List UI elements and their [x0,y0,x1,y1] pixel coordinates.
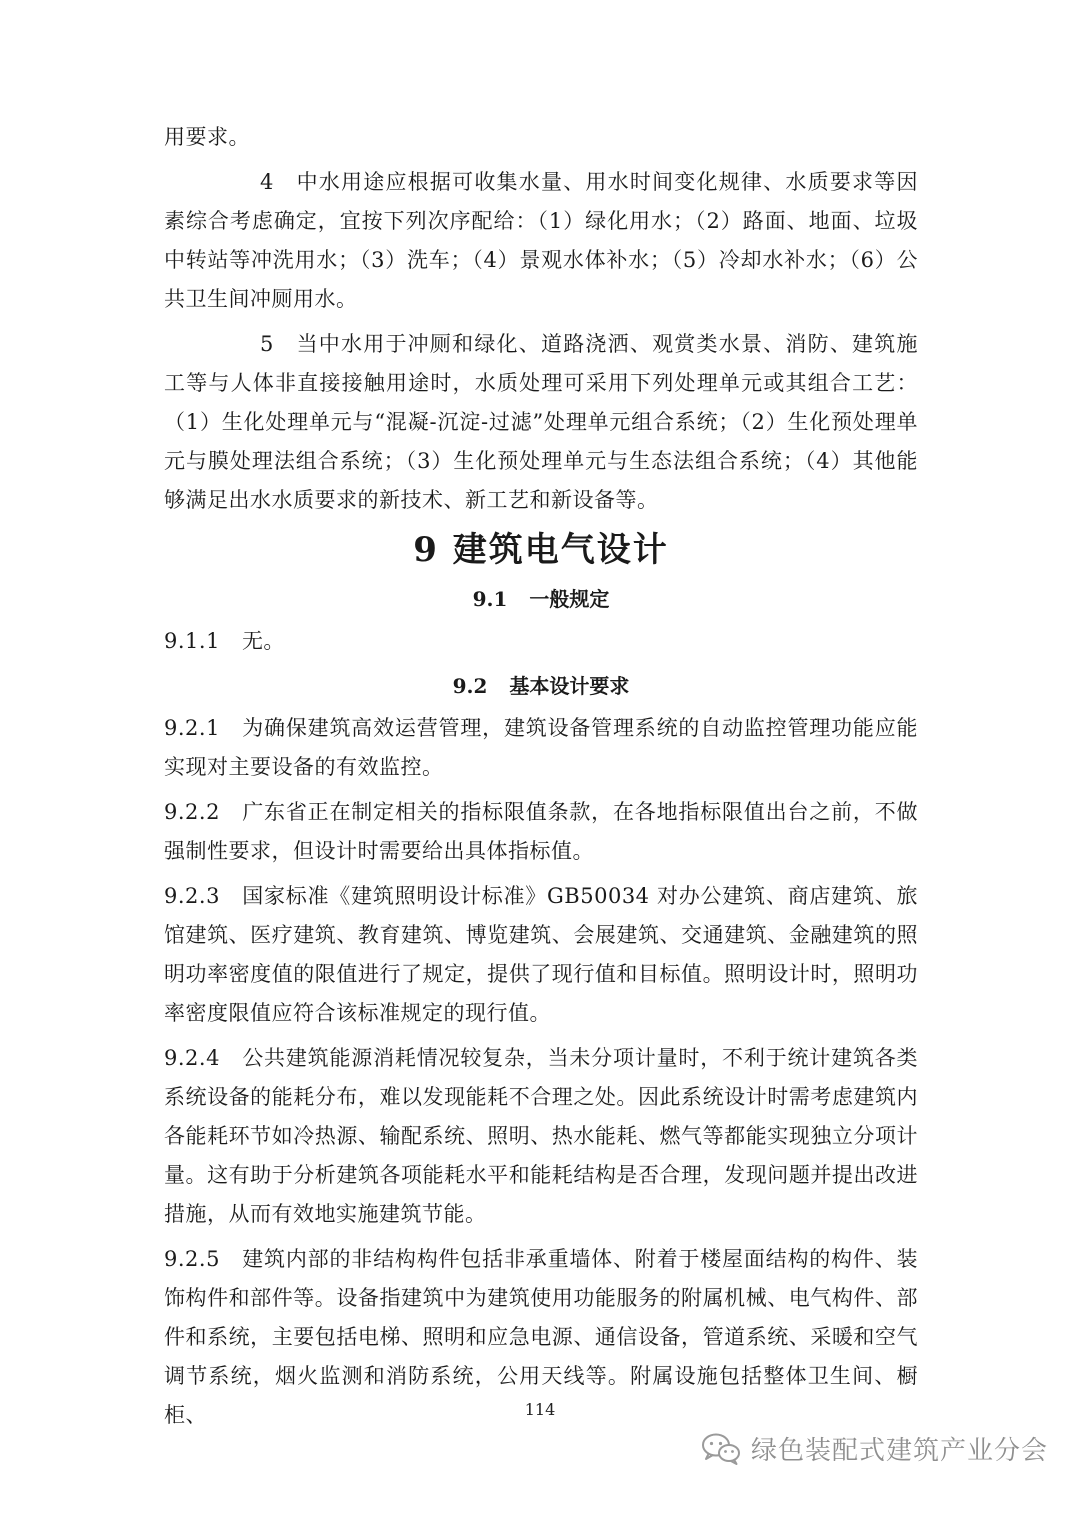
section-9-1-title: 一般规定 [529,587,610,611]
clause-9-1-1 [164,622,918,661]
watermark [701,1430,1048,1467]
item-4-paragraph [164,163,918,319]
item-5-text: 当中水用于冲厕和绿化、道路浇洒、观赏类水景、消防、建筑施工等与人体非直接接触用途时，水质处理可采用下列处理单元或其组合工艺：（1）生化处理单元与“混凝-沉淀-过滤”处理单元组合系统；（2）生化预处理单元与膜处理法组合系统；（3）生化预处理单元与生态法组合系统；（4）其他能够满足出水水质要求的新技术、新工艺和新设备等。 [164,332,918,512]
clause-9-2-1 [164,709,918,787]
item-5-paragraph [164,325,918,520]
section-9-2-heading [164,667,918,705]
clause-9-2-5-number: 9.2.5 [164,1247,220,1271]
item-5-number: 5 [260,332,274,356]
section-9-2-number: 9.2 [452,674,488,698]
intro-tail-text: 用要求。 [164,125,250,149]
clause-9-2-5-text: 建筑内部的非结构构件包括非承重墙体、附着于楼屋面结构的构件、装饰构件和部件等。设备指建筑中为建筑使用功能服务的附属机械、电气构件、部件和系统，主要包括电梯、照明和应急电源、通信设备，管道系统、采暖和空气调节系统，烟火监测和消防系统，公用天线等。附属设施包括整体卫生间、橱柜、 [164,1247,918,1427]
clause-9-2-2 [164,793,918,871]
section-9-1-number: 9.1 [472,587,508,611]
page-number: 114 [524,1400,556,1419]
clause-9-2-3-text: 国家标准《建筑照明设计标准》GB50034 对办公建筑、商店建筑、旅馆建筑、医疗建筑、教育建筑、博览建筑、会展建筑、交通建筑、金融建筑的照明功率密度值的限值进行了规定，提供了现行值和目标值。照明设计时，照明功率密度限值应符合该标准规定的现行值。 [164,884,918,1025]
chapter-title: 9 建筑电气设计 [413,530,669,570]
section-9-1-heading [164,580,918,618]
clause-9-2-4-text: 公共建筑能源消耗情况较复杂，当未分项计量时，不利于统计建筑各类系统设备的能耗分布，难以发现能耗不合理之处。因此系统设计时需考虑建筑内各能耗环节如冷热源、输配系统、照明、热水能耗、燃气等都能实现独立分项计量。这有助于分析建筑各项能耗水平和能耗结构是否合理，发现问题并提出改进措施，从而有效地实施建筑节能。 [164,1046,918,1226]
clause-9-1-1-text: 无。 [241,629,285,653]
intro-tail-paragraph [164,118,918,157]
clause-9-2-2-text: 广东省正在制定相关的指标限值条款，在各地指标限值出台之前，不做强制性要求，但设计时需要给出具体指标值。 [164,800,918,863]
clause-9-1-1-number: 9.1.1 [164,629,220,653]
clause-9-2-1-number: 9.2.1 [164,716,220,740]
item-4-text: 中水用途应根据可收集水量、用水时间变化规律、水质要求等因素综合考虑确定，宜按下列次序配给：（1）绿化用水；（2）路面、地面、垃圾中转站等冲洗用水；（3）洗车；（4）景观水体补水；（5）冷却水补水；（6）公共卫生间冲厕用水。 [164,170,918,311]
wechat-icon [701,1432,741,1466]
item-4-number: 4 [260,170,274,194]
clause-9-2-2-number: 9.2.2 [164,800,220,824]
clause-9-2-1-text: 为确保建筑高效运营管理，建筑设备管理系统的自动监控管理功能应能实现对主要设备的有效监控。 [164,716,918,779]
clause-9-2-4 [164,1039,918,1234]
watermark-text: 绿色装配式建筑产业分会 [750,1436,1048,1466]
clause-9-2-4-number: 9.2.4 [164,1046,220,1070]
clause-9-2-3-number: 9.2.3 [164,884,220,908]
document-body [164,118,918,1441]
clause-9-2-3 [164,877,918,1033]
section-9-2-title: 基本设计要求 [509,674,630,698]
